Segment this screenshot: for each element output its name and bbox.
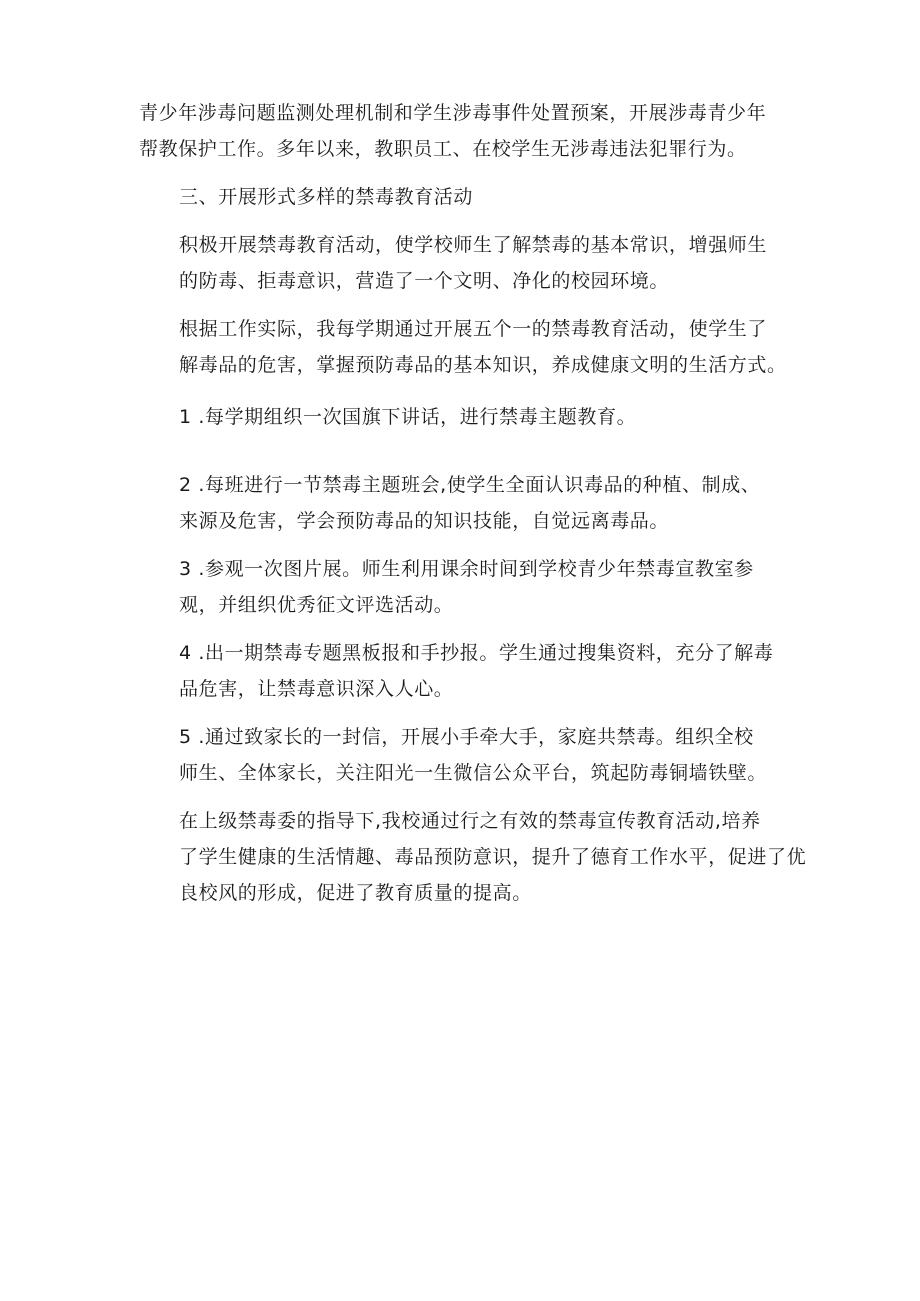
list-item-4 <box>139 635 784 707</box>
list-item-5 <box>139 719 784 791</box>
section-heading <box>139 179 784 215</box>
text-line: 品危害，让禁毒意识深入人心。 <box>179 678 454 700</box>
text-line: 2 .每班进行一节禁毒主题班会,使学生全面认识毒品的种植、制成、 <box>179 474 761 496</box>
text-line: 良校风的形成，促进了教育质量的提高。 <box>179 882 532 904</box>
text-line: 4 .出一期禁毒专题黑板报和手抄报。学生通过搜集资料，充分了解毒 <box>179 642 774 664</box>
text-line: 1 .每学期组织一次国旗下讲话，进行禁毒主题教育。 <box>179 406 637 428</box>
text-line: 积极开展禁毒教育活动，使学校师生了解禁毒的基本常识，增强师生 <box>179 234 768 256</box>
text-line: 来源及危害，学会预防毒品的知识技能，自觉远离毒品。 <box>179 510 670 532</box>
text-line: 青少年涉毒问题监测处理机制和学生涉毒事件处置预案，开展涉毒青少年 <box>139 102 767 124</box>
paragraph-education-activities <box>139 227 784 299</box>
paragraph-conclusion <box>139 803 807 911</box>
text-line: 观，并组织优秀征文评选活动。 <box>179 594 454 616</box>
text-line: 5 .通过致家长的一封信，开展小手牵大手，家庭共禁毒。组织全校 <box>179 726 754 748</box>
section-heading-text: 三、开展形式多样的禁毒教育活动 <box>179 186 474 208</box>
text-line: 的防毒、拒毒意识，营造了一个文明、净化的校园环境。 <box>179 270 670 292</box>
list-item-3 <box>139 551 784 623</box>
text-line: 师生、全体家长，关注阳光一生微信公众平台，筑起防毒铜墙铁壁。 <box>179 762 768 784</box>
paragraph-prevention-mechanism <box>139 95 784 167</box>
text-line: 根据工作实际，我每学期通过开展五个一的禁毒教育活动，使学生了 <box>179 318 768 340</box>
list-item-2 <box>139 467 784 539</box>
text-line: 解毒品的危害，掌握预防毒品的基本知识，养成健康文明的生活方式。 <box>179 354 787 376</box>
text-line: 帮教保护工作。多年以来，教职员工、在校学生无涉毒违法犯罪行为。 <box>139 138 747 160</box>
list-item-1 <box>139 399 784 435</box>
text-line: 了学生健康的生活情趣、毒品预防意识，提升了德育工作水平，促进了优 <box>179 846 807 868</box>
paragraph-five-ones <box>139 311 787 383</box>
text-line: 3 .参观一次图片展。师生利用课余时间到学校青少年禁毒宣教室参 <box>179 558 754 580</box>
document-body <box>139 95 807 911</box>
text-line: 在上级禁毒委的指导下,我校通过行之有效的禁毒宣传教育活动,培养 <box>179 810 761 832</box>
